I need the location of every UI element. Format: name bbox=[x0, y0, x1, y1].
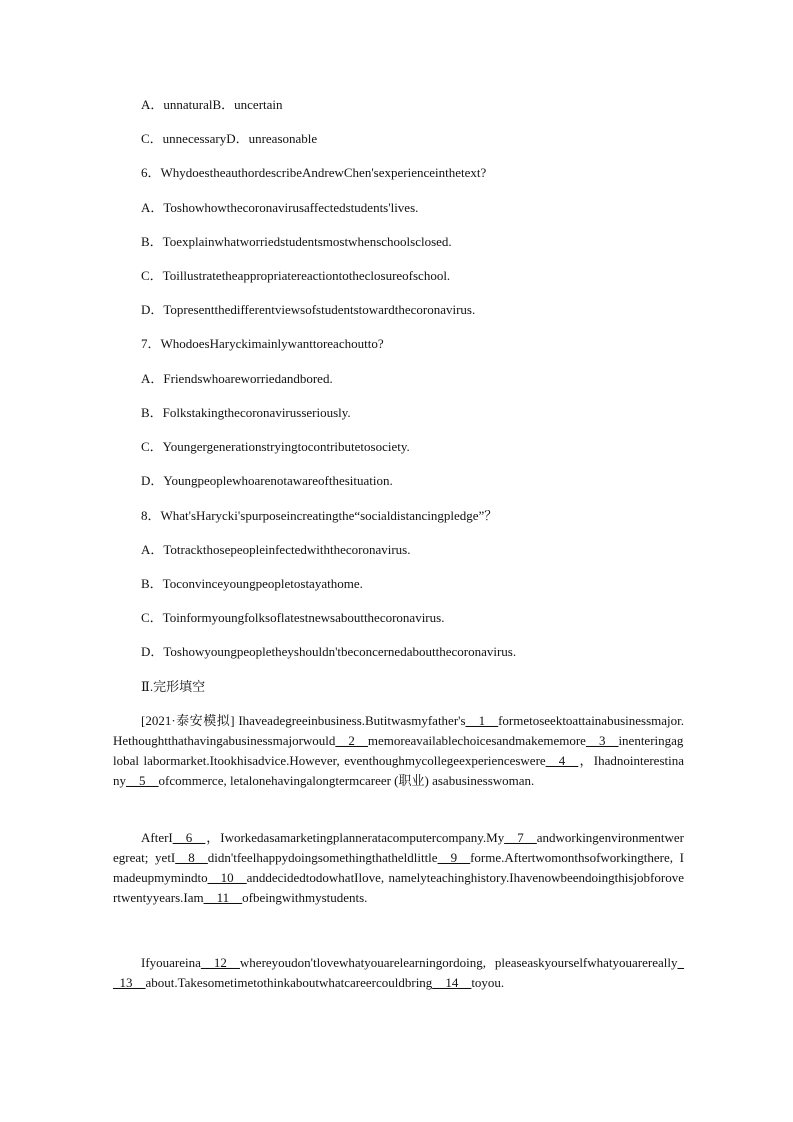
blank-4: __4__ bbox=[545, 753, 579, 768]
paragraph-text: inenteringaglobal labormarket.Itookhisadvice.However, eventhoughmycollegeexperienceswere bbox=[113, 733, 684, 768]
paragraph-text: didn'tfeelhappydoingsomethingthatheldlittle bbox=[207, 850, 438, 865]
cloze-paragraph-2 bbox=[113, 828, 684, 908]
section-title: Ⅱ.完形填空 bbox=[141, 679, 206, 694]
blank-3: __3__ bbox=[585, 733, 619, 748]
paragraph-text: Ifyouareina bbox=[141, 955, 201, 970]
paragraph-text: about.Takesometimetothinkaboutwhatcareercouldbring bbox=[145, 975, 433, 990]
paragraph-text: memoreavailablechoicesandmakememore bbox=[367, 733, 586, 748]
paragraph-text: formetoseektoattainabusinessmajor.Hethoughtthathavingabusinessmajorwould bbox=[113, 713, 684, 748]
blank-5: __5__ bbox=[126, 773, 159, 788]
blank-6: __6__ bbox=[172, 830, 206, 845]
paragraph-text: forme.Aftertwomonthsofworkingthere, Imadeupmymindto bbox=[113, 850, 684, 885]
blank-10: __10__ bbox=[207, 870, 247, 885]
paragraph-text: anddecidedtodowhatIlove, namelyteachinghistory.Ihavenowbeendoingthisjobforovertwentyyears.Iam bbox=[113, 870, 684, 905]
q5-option-ab: A．unnaturalB．uncertain bbox=[141, 97, 283, 112]
blank-1: __1__ bbox=[465, 713, 499, 728]
q5-option-cd: C．unnecessaryD．unreasonable bbox=[141, 131, 318, 146]
blank-2: __2__ bbox=[335, 733, 368, 748]
paragraph-text: toyou. bbox=[471, 975, 505, 990]
paragraph-text: whereyoudon'tlovewhatyouarelearningordoing, pleaseaskyourselfwhatyouarereally bbox=[239, 955, 678, 970]
paragraph-text: AfterI bbox=[141, 830, 173, 845]
question-6-stem: 6．WhydoestheauthordescribeAndrewChen'sexperienceinthetext? bbox=[141, 165, 487, 180]
question-7-option-c: C．Youngergenerationstryingtocontributetosociety. bbox=[141, 439, 410, 454]
paragraph-text: andworkingenvironmentweregreat; yetI bbox=[113, 830, 684, 865]
question-8-option-c: C．Toinformyoungfolksoflatestnewsaboutthecoronavirus. bbox=[141, 610, 445, 625]
paragraph-text: ofbeingwithmystudents. bbox=[242, 890, 368, 905]
blank-7: __7__ bbox=[504, 830, 537, 845]
question-7-option-d: D．Youngpeoplewhoarenotawareofthesituation. bbox=[141, 473, 393, 488]
paragraph-text: ofcommerce, letalonehavingalongtermcareer (职业) asabusinesswoman. bbox=[158, 773, 535, 788]
cloze-paragraph-1 bbox=[113, 711, 684, 791]
blank-11: __11__ bbox=[203, 890, 243, 905]
blank-13: __13__ bbox=[113, 955, 684, 990]
question-8-option-a: A．Totrackthosepeopleinfectedwiththecoronavirus. bbox=[141, 542, 411, 557]
question-7-option-a: A．Friendswhoareworriedandbored. bbox=[141, 371, 333, 386]
paragraph-text: ，Iworkedasamarketingplanneratacomputercompany.My bbox=[205, 830, 505, 845]
blank-9: __9__ bbox=[437, 850, 471, 865]
question-7-option-b: B．Folkstakingthecoronavirusseriously. bbox=[141, 405, 351, 420]
question-8-option-b: B．Toconvinceyoungpeopletostayathome. bbox=[141, 576, 363, 591]
cloze-paragraph-3 bbox=[113, 953, 684, 993]
question-8-stem: 8．What'sHarycki'spurposeincreatingthe“socialdistancingpledge”？ bbox=[141, 508, 498, 523]
question-6-option-b: B．Toexplainwhatworriedstudentsmostwhenschoolsclosed. bbox=[141, 234, 452, 249]
question-8-option-d: D．Toshowyoungpeopletheyshouldn'tbeconcernedaboutthecoronavirus. bbox=[141, 644, 517, 659]
paragraph-text: ，Ihadnointerestinany bbox=[113, 753, 684, 788]
blank-8: __8__ bbox=[175, 850, 208, 865]
question-7-stem: 7．WhodoesHaryckimainlywanttoreachoutto? bbox=[141, 336, 384, 351]
paragraph-text: Ihaveadegreeinbusiness.Butitwasmyfather's bbox=[238, 713, 466, 728]
blank-12: __12__ bbox=[200, 955, 240, 970]
blank-14: __14__ bbox=[432, 975, 472, 990]
source-tag: [2021·泰安模拟] bbox=[141, 713, 235, 728]
question-6-option-c: C．Toillustratetheappropriatereactiontotheclosureofschool. bbox=[141, 268, 451, 283]
question-6-option-d: D．Topresentthedifferentviewsofstudentstowardthecoronavirus. bbox=[141, 302, 476, 317]
question-6-option-a: A．Toshowhowthecoronavirusaffectedstudents'lives. bbox=[141, 200, 419, 215]
